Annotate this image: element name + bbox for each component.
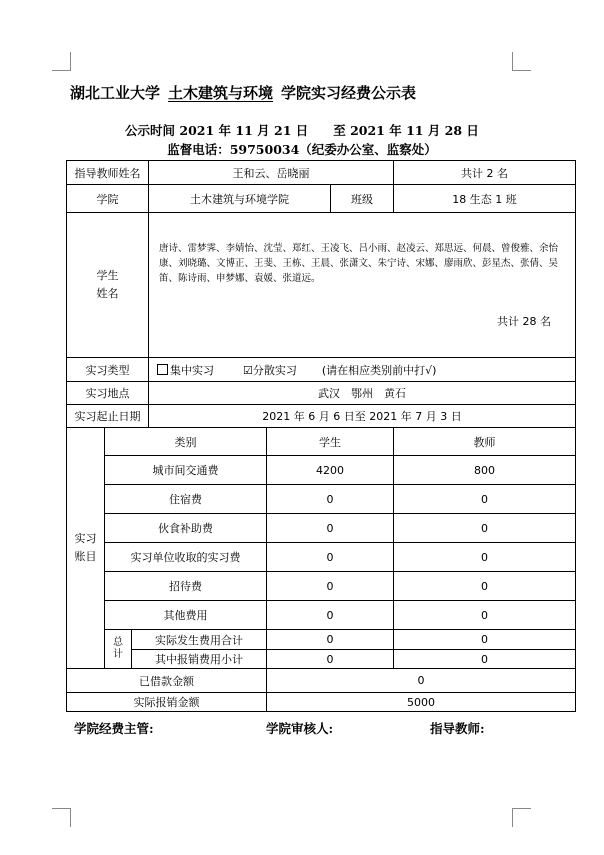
teacher-label: 指导教师姓名 [67, 161, 149, 185]
row-student-value: 0 [267, 630, 394, 650]
reviewer-label: 学院审核人: [266, 721, 334, 736]
row-teacher-value: 0 [394, 650, 576, 669]
dates-label: 实习起止日期 [67, 405, 149, 428]
row-teacher-value: 0 [394, 630, 576, 650]
row-teacher-value: 800 [394, 456, 576, 485]
crop-mark-top-left [52, 52, 71, 71]
title-suffix: 学院实习经费公示表 [281, 84, 417, 102]
teacher-names: 王和云、岳晓丽 [149, 161, 394, 185]
location-value: 武汉 鄂州 黄石 [149, 382, 576, 405]
students-row [67, 213, 576, 358]
type-label: 实习类型 [67, 358, 149, 382]
document-title [70, 82, 540, 103]
borrowed-value: 0 [267, 669, 576, 693]
row-label: 伙食补助费 [105, 514, 267, 543]
type-row [67, 358, 576, 382]
student-header: 学生 [267, 428, 394, 456]
title-university: 湖北工业大学 [70, 84, 161, 102]
row-label: 其他费用 [105, 601, 267, 630]
reimbursed-value: 5000 [267, 693, 576, 712]
row-label: 实习单位收取的实习费 [105, 543, 267, 572]
table-row [67, 485, 576, 514]
teacher-header: 教师 [394, 428, 576, 456]
finance-supervisor-label: 学院经费主管: [74, 721, 154, 736]
row-student-value: 0 [267, 572, 394, 601]
teacher-signature-label: 指导教师: [430, 721, 485, 736]
location-row [67, 382, 576, 405]
total-row [67, 650, 576, 669]
row-label: 城市间交通费 [105, 456, 267, 485]
college-row [67, 185, 576, 213]
row-label: 住宿费 [105, 485, 267, 514]
table-row [67, 601, 576, 630]
row-label: 招待费 [105, 572, 267, 601]
dispersed-label: 分散实习 [252, 363, 297, 377]
college-value: 土木建筑与环境学院 [149, 185, 331, 213]
concentrated-label: 集中实习 [170, 363, 214, 377]
row-teacher-value: 0 [394, 514, 576, 543]
table-row [67, 456, 576, 485]
title-college: 土木建筑与环境 [168, 84, 274, 102]
row-teacher-value: 0 [394, 572, 576, 601]
table-row [67, 543, 576, 572]
account-label: 实习 账目 [67, 428, 105, 669]
row-student-value: 0 [267, 543, 394, 572]
row-student-value: 0 [267, 514, 394, 543]
teacher-total: 共计 2 名 [394, 161, 576, 185]
concentrated-checkbox[interactable] [157, 364, 168, 375]
row-teacher-value: 0 [394, 543, 576, 572]
dates-value: 2021 年 6 月 6 日至 2021 年 7 月 3 日 [149, 405, 576, 428]
row-student-value: 0 [267, 650, 394, 669]
students-total: 共计 28 名 [497, 315, 552, 328]
borrowed-label: 已借款金额 [67, 669, 267, 693]
row-teacher-value: 0 [394, 485, 576, 514]
borrowed-row [67, 669, 576, 693]
students-names-cell [149, 213, 576, 358]
row-teacher-value: 0 [394, 601, 576, 630]
crop-mark-bottom-right [512, 808, 531, 827]
college-label: 学院 [67, 185, 149, 213]
dates-row [67, 405, 576, 428]
row-student-value: 0 [267, 485, 394, 514]
publicity-time: 公示时间 2021 年 11 月 21 日 至 2021 年 11 月 28 日 [125, 123, 479, 138]
crop-mark-bottom-left [52, 808, 71, 827]
reimbursed-label: 实际报销金额 [67, 693, 267, 712]
total-row [67, 630, 576, 650]
row-student-value: 0 [267, 601, 394, 630]
dispersed-checkbox[interactable]: ☑ [243, 363, 253, 377]
table-row [67, 514, 576, 543]
class-label: 班级 [331, 185, 394, 213]
category-header: 类别 [105, 428, 267, 456]
row-label: 实际发生费用合计 [132, 630, 267, 650]
crop-mark-top-right [512, 52, 531, 71]
table-row [67, 572, 576, 601]
supervision-phone: 监督电话：59750034（纪委办公室、监察处） [167, 142, 437, 157]
account-header-row [67, 428, 576, 456]
class-value: 18 生态 1 班 [394, 185, 576, 213]
expense-table [66, 160, 576, 712]
students-names: 唐诗、雷梦霁、李婧怡、沈莹、郑红、王凌飞、吕小雨、赵凌云、郑思远、何晨、曾俊雅、余怡康、刘晓璐、文博正、王斐、王栋、王晨、张潇文、朱宁诗、宋娜、廖雨欣、彭星杰、张倩、吴笛、陈诗雨、申梦娜、袁媛、张道远。 [159, 243, 559, 284]
location-label: 实习地点 [67, 382, 149, 405]
type-options [149, 358, 576, 382]
reimbursed-row [67, 693, 576, 712]
students-label: 学生 姓名 [67, 213, 149, 358]
row-label: 其中报销费用小计 [132, 650, 267, 669]
row-student-value: 4200 [267, 456, 394, 485]
total-label: 总 计 [105, 630, 132, 669]
signature-line [74, 719, 485, 737]
type-note: (请在相应类别前中打√) [321, 363, 437, 377]
teacher-row [67, 161, 576, 185]
